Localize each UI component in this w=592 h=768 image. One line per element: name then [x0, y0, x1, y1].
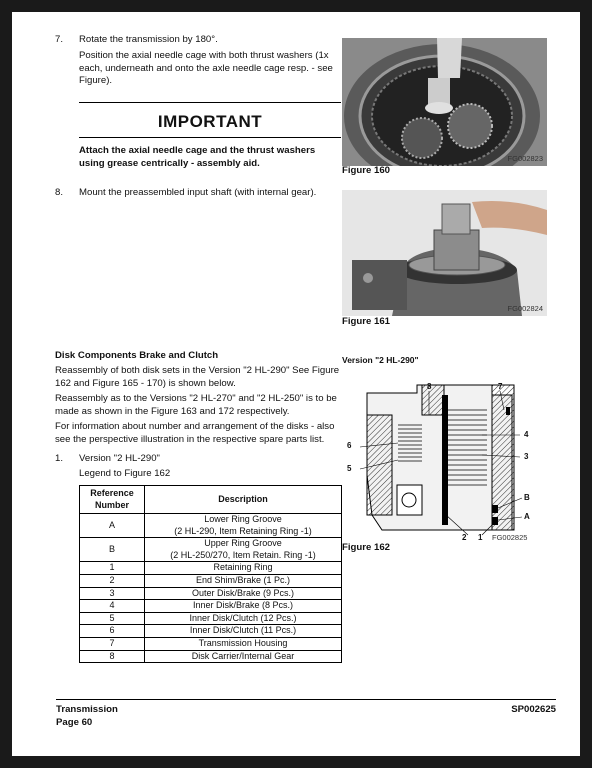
- description-cell: Disk Carrier/Internal Gear: [145, 650, 342, 663]
- callout-a: A: [524, 512, 530, 521]
- callout-5: 5: [347, 464, 352, 473]
- callout-7: 7: [498, 382, 503, 391]
- input-shaft-photo: [342, 190, 547, 316]
- figure-162-caption: Figure 162: [342, 542, 390, 553]
- step-8-text: Mount the preassembled input shaft (with internal gear).: [79, 187, 317, 198]
- disk-cross-section-drawing: [342, 355, 547, 545]
- callout-6: 6: [347, 441, 352, 450]
- legend-header-row: [80, 486, 342, 514]
- reference-number-cell: 7: [80, 637, 145, 650]
- table-row: [80, 587, 342, 600]
- callout-2: 2: [462, 533, 467, 542]
- important-text: Attach the axial needle cage and the thrust washers using grease centrically - assembly aid.: [79, 145, 316, 169]
- table-row: [80, 625, 342, 638]
- reference-number-cell: 6: [80, 625, 145, 638]
- important-divider: [79, 137, 341, 138]
- table-row: [80, 650, 342, 663]
- description-cell: Retaining Ring: [145, 562, 342, 575]
- reference-number-cell: 3: [80, 587, 145, 600]
- step-7-title: Rotate the transmission by 180°.: [79, 34, 218, 45]
- disk-para-3: For information about number and arrangement of the disks - also see the perspective illustration in the respective spare parts list.: [55, 421, 335, 445]
- description-cell: Inner Disk/Clutch (12 Pcs.): [145, 612, 342, 625]
- description-cell: Transmission Housing: [145, 637, 342, 650]
- important-top-rule: [79, 102, 341, 103]
- callout-8: 8: [427, 382, 432, 391]
- step-8-number: 8.: [55, 187, 64, 198]
- figure-160-photo: [342, 38, 547, 166]
- callout-b: B: [524, 493, 530, 502]
- reference-number-cell: 1: [80, 562, 145, 575]
- description-cell: Upper Ring Groove (2 HL-250/270, Item Retain. Ring -1): [145, 538, 342, 562]
- footer-doc-id: SP002625: [511, 704, 556, 715]
- callout-4: 4: [524, 430, 529, 439]
- reference-number-cell: 8: [80, 650, 145, 663]
- figure-161-photo: [342, 190, 547, 316]
- transmission-gear-photo: [342, 38, 547, 166]
- table-row: [80, 612, 342, 625]
- item-1-text: Version "2 HL-290": [79, 453, 160, 464]
- table-row: [80, 538, 342, 562]
- reference-number-cell: 4: [80, 600, 145, 613]
- table-row: [80, 574, 342, 587]
- description-cell: Outer Disk/Brake (9 Pcs.): [145, 587, 342, 600]
- disk-para-1: Reassembly of both disk sets in the Version "2 HL-290" See Figure 162 and Figure 165 - 170) is shown below.: [55, 365, 340, 389]
- footer-page-number: Page 60: [56, 717, 93, 728]
- reference-number-cell: 5: [80, 612, 145, 625]
- description-cell: Inner Disk/Brake (8 Pcs.): [145, 600, 342, 613]
- item-1-number: 1.: [55, 453, 64, 464]
- description-cell: Inner Disk/Clutch (11 Pcs.): [145, 625, 342, 638]
- figure-161-caption: Figure 161: [342, 316, 390, 327]
- header-description: Description: [145, 486, 342, 514]
- manual-page: [12, 12, 580, 756]
- description-cell: End Shim/Brake (1 Pc.): [145, 574, 342, 587]
- step-7-body: Position the axial needle cage with both thrust washers (1x each, underneath and onto the axle needle cage resp. - see Figure).: [79, 50, 333, 87]
- table-row: [80, 637, 342, 650]
- figure-160-code: FG002823: [507, 154, 543, 163]
- legend-label: Legend to Figure 162: [79, 468, 171, 479]
- figure-162-code: FG002825: [492, 533, 528, 542]
- important-notice: [79, 102, 341, 172]
- table-row: [80, 514, 342, 538]
- callout-3: 3: [524, 452, 529, 461]
- footer-section: Transmission: [56, 704, 118, 715]
- figure-162-version-label: Version "2 HL-290": [342, 355, 419, 365]
- legend-table-body: [80, 514, 342, 663]
- description-cell: Lower Ring Groove (2 HL-290, Item Retaining Ring -1): [145, 514, 342, 538]
- callout-1: 1: [478, 533, 483, 542]
- disk-section-heading: Disk Components Brake and Clutch: [55, 350, 219, 361]
- table-row: [80, 562, 342, 575]
- table-row: [80, 600, 342, 613]
- legend-table: [79, 485, 342, 663]
- figure-162-diagram: [342, 355, 547, 545]
- disk-para-2: Reassembly as to the Versions "2 HL-270" and "2 HL-250" is to be made as shown in the Figure 163 and 172 respectively.: [55, 393, 337, 417]
- reference-number-cell: B: [80, 538, 145, 562]
- footer-rule: [56, 699, 556, 700]
- step-7-number: 7.: [55, 34, 64, 45]
- reference-number-cell: 2: [80, 574, 145, 587]
- reference-number-cell: A: [80, 514, 145, 538]
- figure-161-code: FG002824: [507, 304, 543, 313]
- figure-160-caption: Figure 160: [342, 165, 390, 176]
- important-title: IMPORTANT: [157, 112, 263, 131]
- header-reference-number: Reference Number: [80, 486, 145, 514]
